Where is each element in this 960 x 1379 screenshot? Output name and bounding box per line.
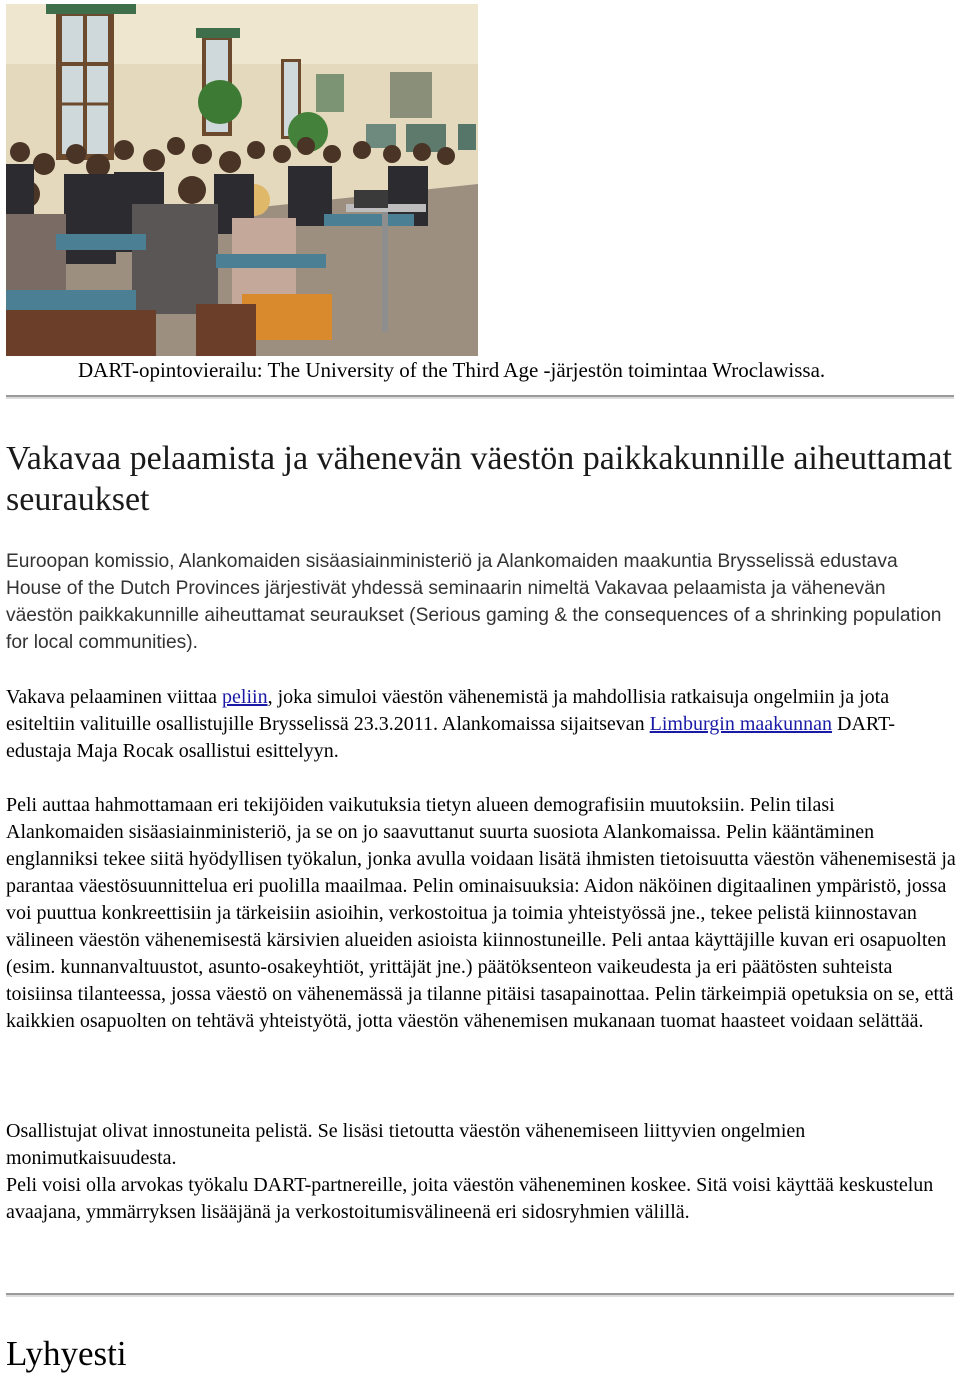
paragraph-text: Vakava pelaaminen viittaa: [6, 686, 223, 708]
seminar-photo: [6, 4, 478, 356]
limburg-province-link[interactable]: Limburgin maakunnan: [649, 713, 833, 735]
game-link[interactable]: peliin: [222, 686, 268, 708]
seminar-audience-illustration: [6, 4, 478, 356]
article-intro: Euroopan komissio, Alankomaiden sisäasiainministeriö ja Alankomaiden maakuntia Brysselissä edustava House of the Dutch Provinces järjestivät yhdessä seminaarin nimeltä Vakavaa pelaamista ja vähenevän väestön paikkakunnille aiheuttamat seuraukset (Serious gaming & the consequences of a shrinking population for local communities).: [6, 551, 942, 653]
paragraph-text: DART-edustaja Maja Rocak osallistui esittelyyn.: [6, 713, 896, 762]
article-paragraph: Peli voisi olla arvokas työkalu DART-partnereille, joita väestön väheneminen koskee. Sitä voisi käyttää keskustelun avaajana, ymmärryksen lisääjänä ja verkostoitumisvälineenä eri sidosryhmien välillä.: [6, 1174, 934, 1223]
article-title: Vakavaa pelaamista ja vähenevän väestön paikkakunnille aiheuttamat seuraukset: [6, 440, 952, 518]
article-paragraph: Osallistujat olivat innostuneita pelistä. Se lisäsi tietoutta väestön vähenemiseen liittyvien ongelmien monimutkaisuudesta.: [6, 1120, 806, 1169]
section-title: Lyhyesti: [6, 1334, 127, 1373]
article-paragraph: [6, 684, 956, 765]
photo-caption: DART-opintovierailu: The University of the Third Age -järjestön toimintaa Wroclawissa.: [78, 358, 826, 382]
horizontal-divider: [6, 395, 954, 399]
horizontal-divider: [6, 1293, 954, 1297]
article-paragraph: Peli auttaa hahmottamaan eri tekijöiden vaikutuksia tietyn alueen demografisiin muutoksiin. Pelin tilasi Alankomaiden sisäasiainministeriö, ja se on jo saavuttanut suurta suosiota Alankomaissa. Pelin kääntäminen englanniksi tekee siitä hyödyllisen työkalun, jonka avulla voidaan lisätä ihmisten tietoisuutta väestön vähenemisestä ja parantaa väestösuunnittelua eri puolilla maailmaa. Pelin ominaisuuksia: Aidon näköinen digitaalinen ympäristö, jossa voi puuttua konkreettisiin ja tärkeisiin asioihin, verkostoitua ja toimia yhteistyössä jne., tekee pelistä kiinnostavan välineen väestön vähenemisestä kärsivien alueiden asioista kiinnostuneille. Peli antaa käyttäjille kuvan eri osapuolten (esim. kunnanvaltuustot, asunto-osakeyhtiöt, yrittäjät jne.) päätöksenteon vaikeudesta ja eri päätösten suhteista toisiinsa tilanteessa, jossa väestö on vähenemässä ja tilanne pitäisi tasapainottaa. Pelin tärkeimpiä opetuksia on se, että kaikkien osapuolten on tehtävä yhteistyötä, jotta väestön vähenemisen mukanaan tuomat haasteet voidaan selättää.: [6, 794, 956, 1032]
paragraph-text: , joka simuloi väestön vähenemistä ja mahdollisia ratkaisuja ongelmiin ja jota esiteltiin valituille osallistujille Brysselissä 23.3.2011. Alankomaissa sijaitsevan: [6, 686, 890, 735]
